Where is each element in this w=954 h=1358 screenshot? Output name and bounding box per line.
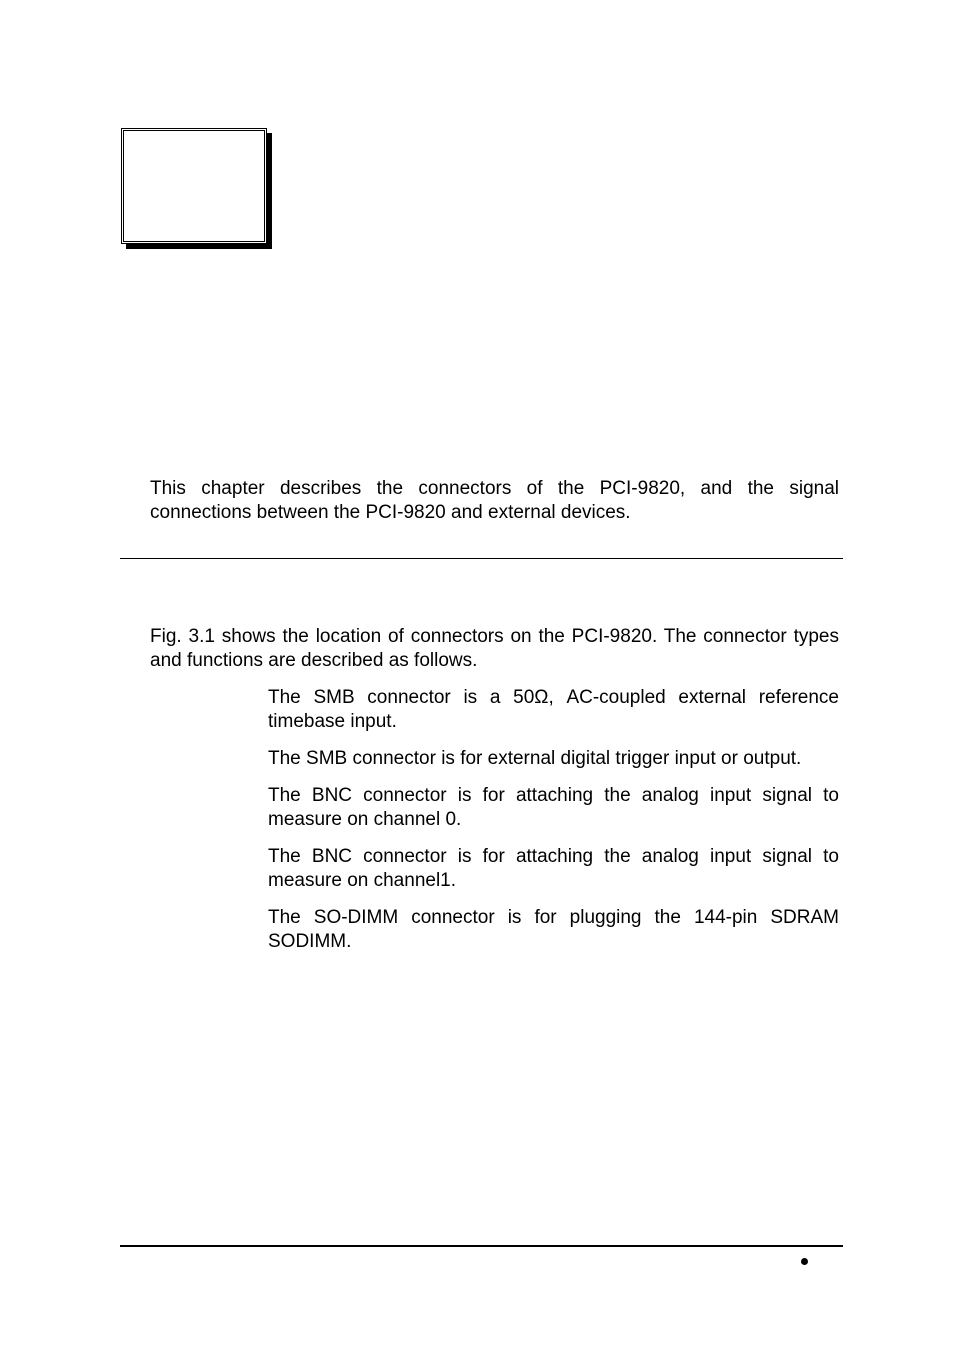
footer-rule: [120, 1245, 843, 1247]
connector-description: The SMB connector is a 50Ω, AC-coupled external reference timebase input.: [268, 687, 839, 732]
footer-bullet: [801, 1258, 808, 1265]
connector-description: The SMB connector is for external digital trigger input or output.: [268, 748, 802, 769]
connector-description: The BNC connector is for attaching the analog input signal to measure on channel 0.: [268, 785, 839, 830]
connector-description: The SO-DIMM connector is for plugging the 144-pin SDRAM SODIMM.: [268, 907, 839, 952]
chapter-intro-paragraph: This chapter describes the connectors of the PCI-9820, and the signal connections between the PCI-9820 and external devices.: [150, 478, 839, 523]
section-divider: [120, 558, 843, 559]
connector-description: The BNC connector is for attaching the analog input signal to measure on channel1.: [268, 846, 839, 891]
chapter-number-box: [121, 128, 267, 244]
connectors-intro-paragraph: Fig. 3.1 shows the location of connectors on the PCI-9820. The connector types and functions are described as follows.: [150, 626, 839, 671]
